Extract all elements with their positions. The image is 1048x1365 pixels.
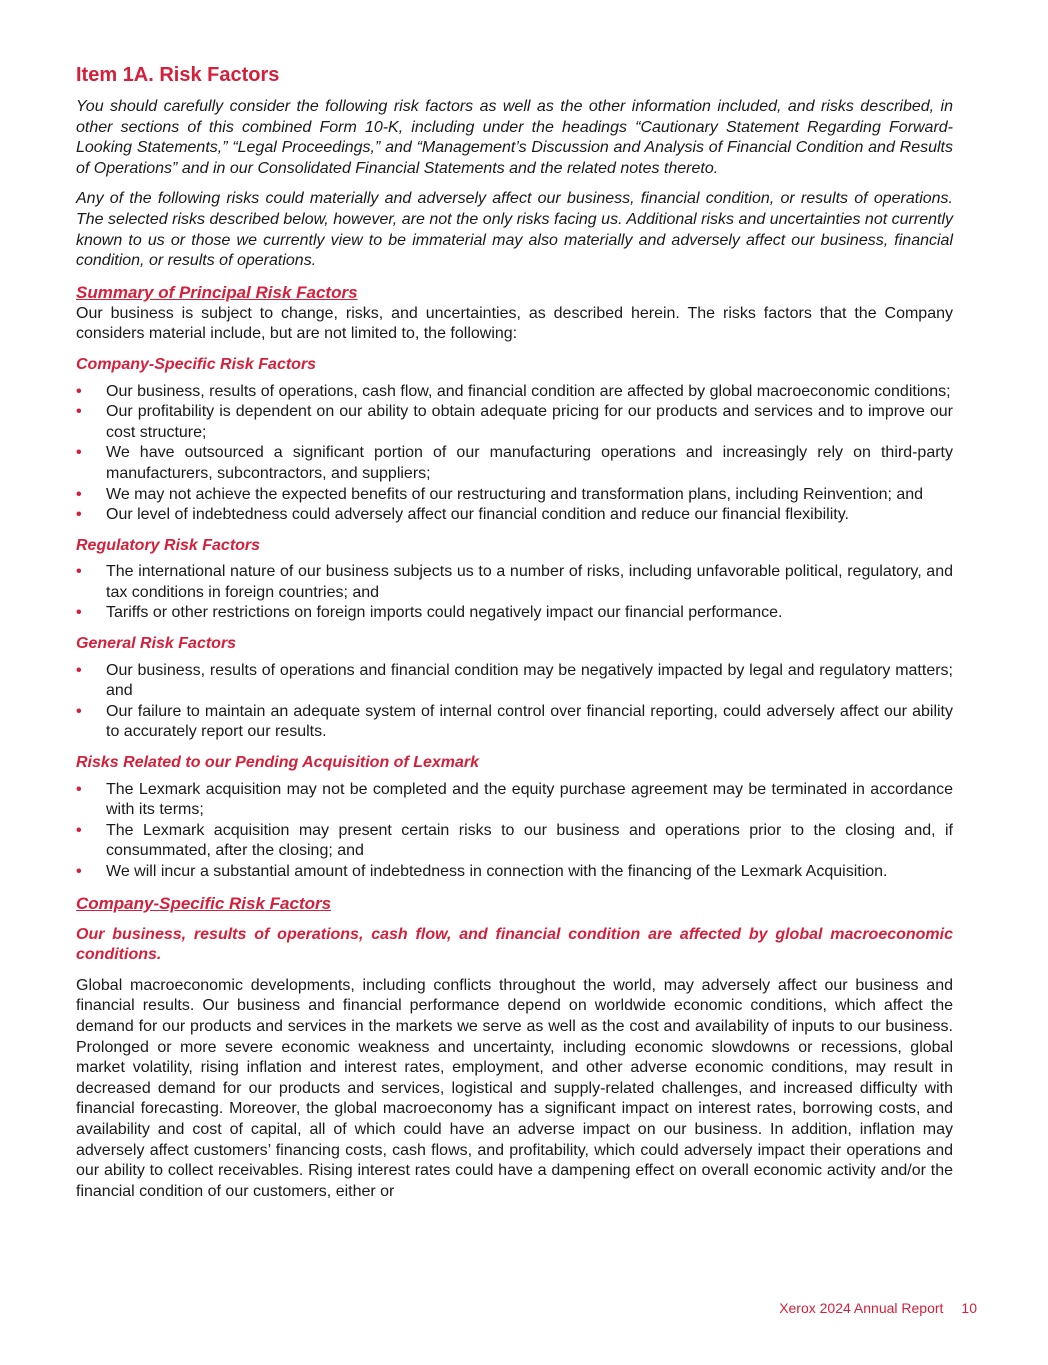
intro-paragraph: You should carefully consider the following risk factors as well as the other information included, and risks described, in other sections of this combined Form 10-K, including under the headings “Cautionary Statement Regarding Forward-Looking Statements,” “Legal Proceedings,” and “Management’s Discussion and Analysis of Financial Condition and Results of Operations” and in our Consolidated Financial Statements and the related notes thereto. (76, 98, 953, 177)
list-item-text: Our failure to maintain an adequate system of internal control over financial reporting, could adversely affect our ability to accurately report our results. (106, 702, 953, 741)
risk-list (76, 661, 953, 743)
summary-heading: Summary of Principal Risk Factors (76, 282, 358, 302)
list-item (76, 505, 953, 526)
list-item (76, 382, 953, 403)
footer-report-title: Xerox 2024 Annual Report (779, 1300, 944, 1316)
bullet-icon: • (76, 506, 82, 524)
list-item-text: We may not achieve the expected benefits of our restructuring and transformation plans, including Reinvention; and (106, 485, 924, 503)
bullet-icon: • (76, 821, 82, 839)
bullet-icon: • (76, 863, 82, 880)
risk-list (76, 562, 953, 624)
bullet-icon: • (76, 780, 82, 798)
company-section-heading: Company-Specific Risk Factors (76, 893, 332, 913)
bullet-icon: • (76, 661, 82, 679)
bullet-icon: • (76, 604, 82, 622)
list-item-text: Our business, results of operations and financial condition may be negatively impacted by legal and regulatory matters; and (106, 661, 953, 700)
bullet-icon: • (76, 485, 82, 503)
document-page (76, 62, 953, 1202)
list-item-text: We will incur a substantial amount of indebtedness in connection with the financing of the Lexmark Acquisition. (106, 863, 888, 880)
list-item-text: The Lexmark acquisition may present certain risks to our business and operations prior to the closing and, if consummated, after the closing; and (106, 821, 953, 860)
risk-body: Global macroeconomic developments, including conflicts throughout the world, may adversely affect our business and financial results. Our business and financial performance depend on worldwide economic conditions, which affect the demand for our products and services in the markets we serve as well as the cost and availability of inputs to our business. Prolonged or more severe economic weakness and uncertainty, including economic slowdowns or recessions, global market volatility, rising inflation and interest rates, employment, and other adverse economic conditions, may result in decreased demand for our products and services, logistical and supply-related challenges, and increased difficulty with financial forecasting. Moreover, the global macroeconomy has a significant impact on interest rates, borrowing costs, and availability and cost of capital, all of which could have an adverse impact on our business. In addition, inflation may adversely affect customers’ financing costs, cash flows, and profitability, which could adversely impact their operations and our ability to collect receivables. Rising interest rates could have a dampening effect on overall economic activity and/or the financial condition of our customers, either or (76, 976, 953, 1200)
page-title: Item 1A. Risk Factors (76, 64, 280, 86)
page-number: 10 (961, 1300, 977, 1316)
risk-list (76, 780, 953, 883)
bullet-icon: • (76, 563, 82, 581)
list-item-text: The international nature of our business subjects us to a number of risks, including unfavorable political, regulatory, and tax conditions in foreign countries; and (106, 563, 953, 601)
summary-text: Our business is subject to change, risks, and uncertainties, as described herein. The risks factors that the Company considers material include, but are not limited to, the following: (76, 304, 953, 343)
list-item-text: The Lexmark acquisition may not be completed and the equity purchase agreement may be terminated in accordance with its terms; (106, 780, 953, 819)
list-item (76, 780, 953, 821)
intro-paragraph: Any of the following risks could materially and adversely affect our business, financial condition, or results of operations. The selected risks described below, however, are not the only risks facing us. Additional risks and uncertainties not currently known to us or those we currently view to be immaterial may also materially and adversely affect our business, financial condition, or results of operations. (76, 190, 953, 270)
list-item-text: Our profitability is dependent on our ability to obtain adequate pricing for our products and services and to improve our cost structure; (106, 403, 953, 441)
bullet-icon: • (76, 444, 82, 462)
list-item (76, 485, 953, 506)
page-footer (761, 1298, 977, 1319)
list-item-text: We have outsourced a significant portion of our manufacturing operations and increasingly rely on third-party manufacturers, subcontractors, and suppliers; (106, 444, 953, 482)
list-item (76, 862, 953, 883)
risk-group-title: Risks Related to our Pending Acquisition of Lexmark (76, 754, 480, 772)
list-item (76, 702, 953, 743)
list-item-text: Our level of indebtedness could adversely affect our financial condition and reduce our financial flexibility. (106, 506, 849, 524)
list-item (76, 603, 953, 624)
risk-list (76, 382, 953, 526)
list-item (76, 562, 953, 603)
list-item-text: Our business, results of operations, cash flow, and financial condition are affected by global macroeconomic conditions; (106, 382, 951, 400)
bullet-icon: • (76, 702, 82, 720)
bullet-icon: • (76, 382, 82, 400)
risk-heading: Our business, results of operations, cash flow, and financial condition are affected by global macroeconomic conditions. (76, 925, 953, 964)
risk-group-title: General Risk Factors (76, 635, 237, 653)
risk-group-title: Regulatory Risk Factors (76, 536, 261, 554)
risk-group-title: Company-Specific Risk Factors (76, 355, 317, 373)
list-item (76, 661, 953, 702)
list-item (76, 443, 953, 484)
risk-groups (76, 355, 953, 883)
list-item (76, 402, 953, 443)
list-item-text: Tariffs or other restrictions on foreign imports could negatively impact our financial performance. (106, 604, 783, 622)
bullet-icon: • (76, 403, 82, 421)
list-item (76, 821, 953, 862)
